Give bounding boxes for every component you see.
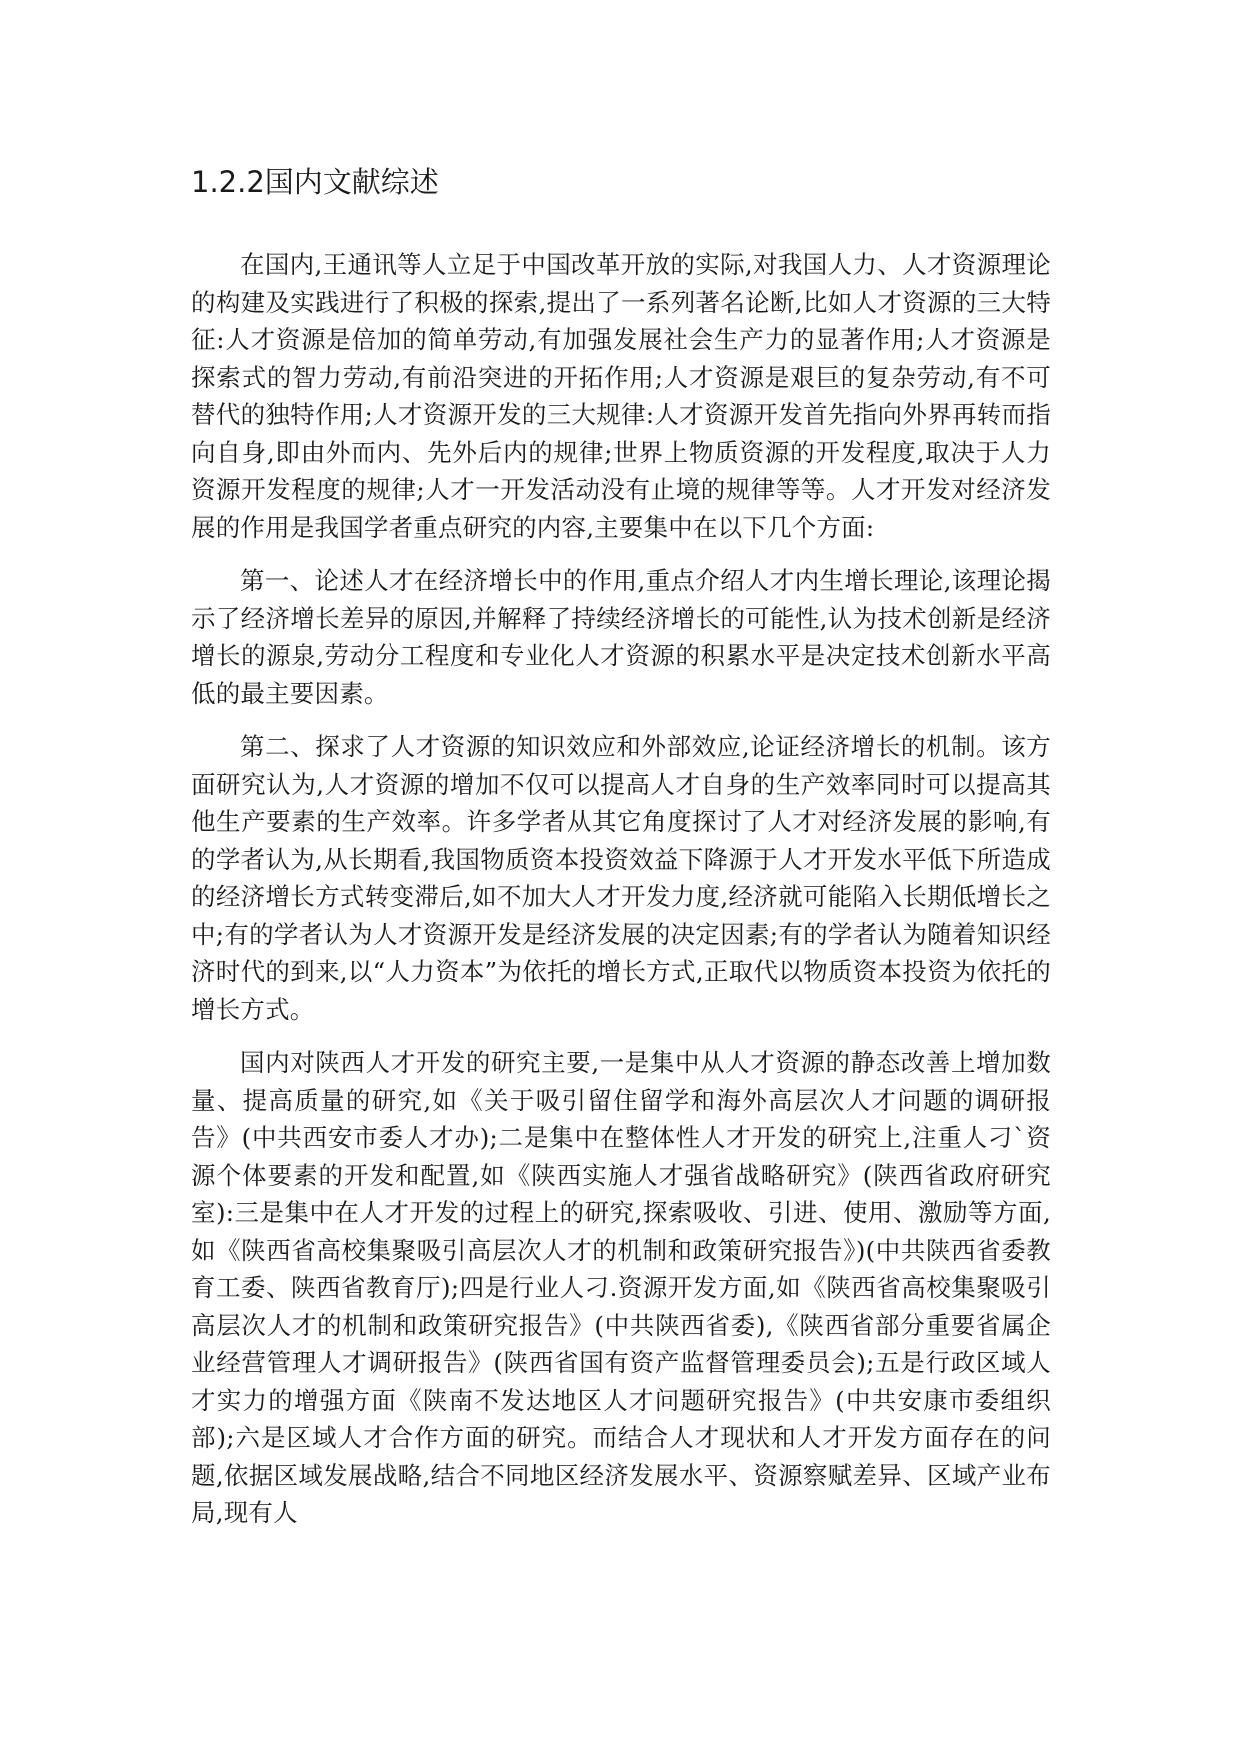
paragraph-second-point: 第二、探求了人才资源的知识效应和外部效应,论证经济增长的机制。该方面研究认为,人才资源的增加不仅可以提高人才自身的生产效率同时可以提高其他生产要素的生产效率。许多学者从其它角度探讨了人才对经济发展的影响,有的学者认为,从长期看,我国物质资本投资效益下降源于人才开发水平低下所造成的经济增长方式转变滞后,如不加大人才开发力度,经济就可能陷入长期低增长之中;有的学者认为人才资源开发是经济发展的决定因素;有的学者认为随着知识经济时代的到来,以“人力资本”为依托的增长方式,正取代以物质资本投资为依托的增长方式。 [191, 732, 1051, 1024]
paragraph-first-point: 第一、论述人才在经济增长中的作用,重点介绍人才内生增长理论,该理论揭示了经济增长差异的原因,并解释了持续经济增长的可能性,认为技术创新是经济增长的源泉,劳动分工程度和专业化人才资源的积累水平是决定技术创新水平高低的最主要因素。 [191, 566, 1051, 708]
paragraph-intro: 在国内,王通讯等人立足于中国改革开放的实际,对我国人力、人才资源理论的构建及实践进行了积极的探索,提出了一系列著名论断,比如人才资源的三大特征:人才资源是倍加的简单劳动,有加强发展社会生产力的显著作用;人才资源是探索式的智力劳动,有前沿突进的开拓作用;人才资源是艰巨的复杂劳动,有不可替代的独特作用;人才资源开发的三大规律:人才资源开发首先指向外界再转而指向自身,即由外而内、先外后内的规律;世界上物质资源的开发程度,取决于人力资源开发程度的规律;人才一开发活动没有止境的规律等等。人才开发对经济发展的作用是我国学者重点研究的内容,主要集中在以下几个方面: [191, 250, 1051, 542]
paragraph-shaanxi-research: 国内对陕西人才开发的研究主要,一是集中从人才资源的静态改善上增加数量、提高质量的研究,如《关于吸引留住留学和海外高层次人才问题的调研报告》(中共西安市委人才办);二是集中在整体性人才开发的研究上,注重人刁`资源个体要素的开发和配置,如《陕西实施人才强省战略研究》(陕西省政府研究室):三是集中在人才开发的过程上的研究,探索吸收、引进、使用、激励等方面,如《陕西省高校集聚吸引高层次人才的机制和政策研究报告》)(中共陕西省委教育工委、陕西省教育厅);四是行业人刁.资源开发方面,如《陕西省高校集聚吸引高层次人才的机制和政策研究报告》(中共陕西省委),《陕西省部分重要省属企业经营管理人才调研报告》(陕西省国有资产监督管理委员会);五是行政区域人才实力的增强方面《陕南不发达地区人才问题研究报告》(中共安康市委组织部);六是区域人才合作方面的研究。而结合人才现状和人才开发方面存在的问题,依据区域发展战略,结合不同地区经济发展水平、资源察赋差异、区域产业布局,现有人 [191, 1048, 1051, 1527]
section-heading: 1.2.2国内文献综述 [191, 165, 439, 199]
body-text [191, 246, 1051, 1548]
